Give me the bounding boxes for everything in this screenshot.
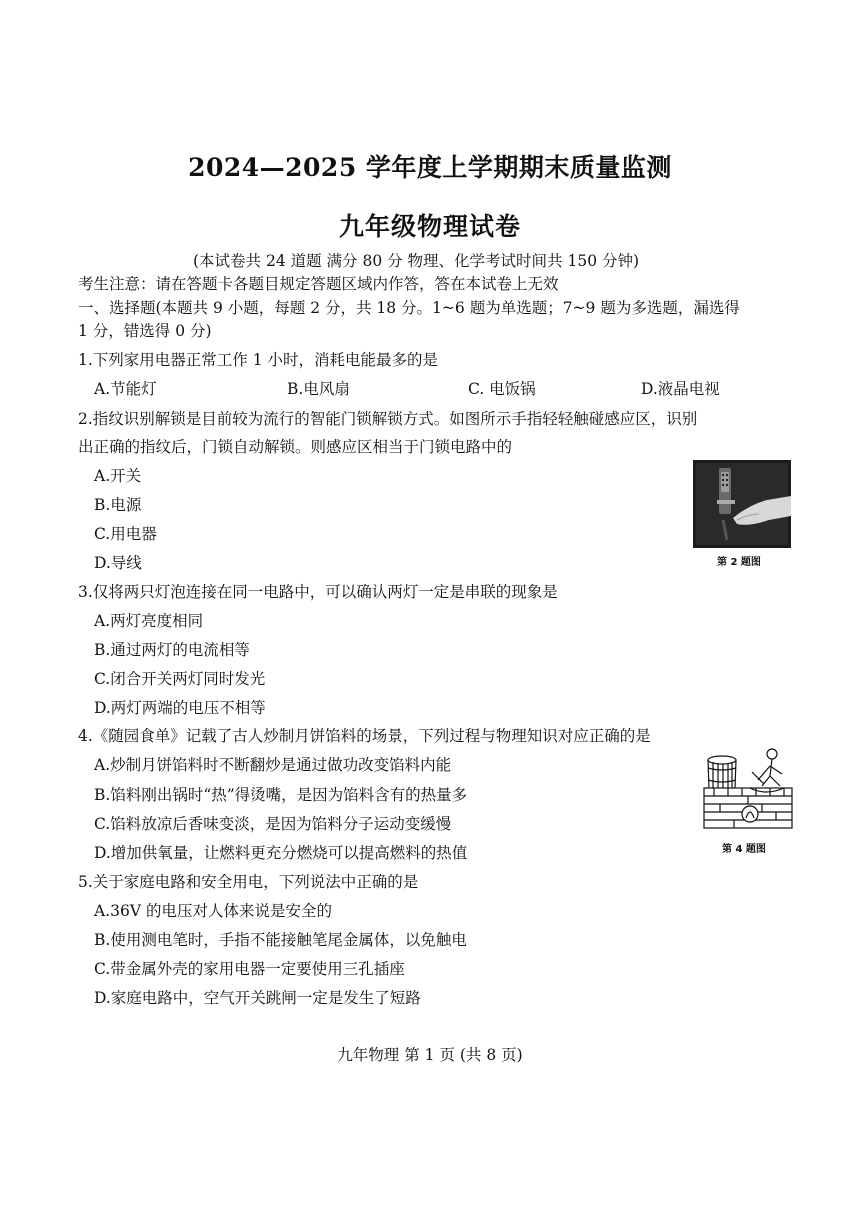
exam-info: (本试卷共 24 道题 满分 80 分 物理、化学考试时间共 150 分钟) bbox=[193, 252, 640, 270]
exam-subtitle: 九年级物理试卷 bbox=[338, 212, 521, 241]
question-1-option-d[interactable]: D.液晶电视 bbox=[641, 380, 720, 398]
question-2-stem-cont: 出正确的指纹后，门锁自动解锁。则感应区相当于门锁电路中的 bbox=[78, 438, 513, 456]
question-3-option-b[interactable]: B.通过两灯的电流相等 bbox=[94, 641, 250, 659]
section-heading-cont: 1 分，错选得 0 分) bbox=[78, 322, 212, 340]
question-5-stem: 5.关于家庭电路和安全用电，下列说法中正确的是 bbox=[78, 873, 419, 891]
question-4-option-c[interactable]: C.馅料放凉后香味变淡，是因为馅料分子运动变缓慢 bbox=[94, 815, 452, 833]
question-5-option-c[interactable]: C.带金属外壳的家用电器一定要使用三孔插座 bbox=[94, 960, 405, 978]
question-4-option-a[interactable]: A.炒制月饼馅料时不断翻炒是通过做功改变馅料内能 bbox=[94, 756, 452, 774]
question-2-option-b[interactable]: B.电源 bbox=[94, 496, 142, 514]
question-2-option-a[interactable]: A.开关 bbox=[94, 467, 142, 485]
question-1-option-c[interactable]: C. 电饭锅 bbox=[468, 380, 536, 398]
question-1-option-b[interactable]: B.电风扇 bbox=[287, 380, 350, 398]
question-2-stem: 2.指纹识别解锁是目前较为流行的智能门锁解锁方式。如图所示手指轻轻触碰感应区，识别 bbox=[78, 410, 698, 428]
figure-2-caption: 第 2 题图 bbox=[717, 557, 761, 568]
question-3-option-d[interactable]: D.两灯两端的电压不相等 bbox=[94, 699, 266, 717]
question-2-option-c[interactable]: C.用电器 bbox=[94, 525, 157, 543]
question-5-option-a[interactable]: A.36V 的电压对人体来说是安全的 bbox=[94, 902, 332, 920]
exam-title: 2024—2025 学年度上学期期末质量监测 bbox=[188, 153, 672, 182]
question-5-option-b[interactable]: B.使用测电笔时，手指不能接触笔尾金属体，以免触电 bbox=[94, 931, 467, 949]
section-heading: 一、选择题(本题共 9 小题，每题 2 分，共 18 分。1~6 题为单选题；7~9 题为多选题，漏选得 bbox=[78, 299, 740, 317]
fingerprint-lock-figure bbox=[693, 460, 791, 548]
question-3-stem: 3.仅将两只灯泡连接在同一电路中，可以确认两灯一定是串联的现象是 bbox=[78, 583, 558, 601]
cooking-scene-figure bbox=[700, 744, 796, 834]
question-4-option-b[interactable]: B.馅料刚出锅时“热”得烫嘴，是因为馅料含有的热量多 bbox=[94, 786, 468, 804]
question-1-option-a[interactable]: A.节能灯 bbox=[94, 380, 157, 398]
page-footer: 九年物理 第 1 页 (共 8 页) bbox=[337, 1046, 523, 1064]
question-3-option-a[interactable]: A.两灯亮度相同 bbox=[94, 612, 204, 630]
question-1-stem: 1.下列家用电器正常工作 1 小时，消耗电能最多的是 bbox=[78, 351, 439, 369]
question-4-option-d[interactable]: D.增加供氧量，让燃料更充分燃烧可以提高燃料的热值 bbox=[94, 844, 468, 862]
question-4-stem: 4.《随园食单》记载了古人炒制月饼馅料的场景，下列过程与物理知识对应正确的是 bbox=[78, 727, 651, 745]
figure-4-caption: 第 4 题图 bbox=[722, 844, 766, 855]
question-3-option-c[interactable]: C.闭合开关两灯同时发光 bbox=[94, 670, 266, 688]
exam-notice: 考生注意：请在答题卡各题目规定答题区域内作答，答在本试卷上无效 bbox=[78, 275, 559, 293]
question-5-option-d[interactable]: D.家庭电路中，空气开关跳闸一定是发生了短路 bbox=[94, 989, 421, 1007]
question-2-option-d[interactable]: D.导线 bbox=[94, 554, 142, 572]
